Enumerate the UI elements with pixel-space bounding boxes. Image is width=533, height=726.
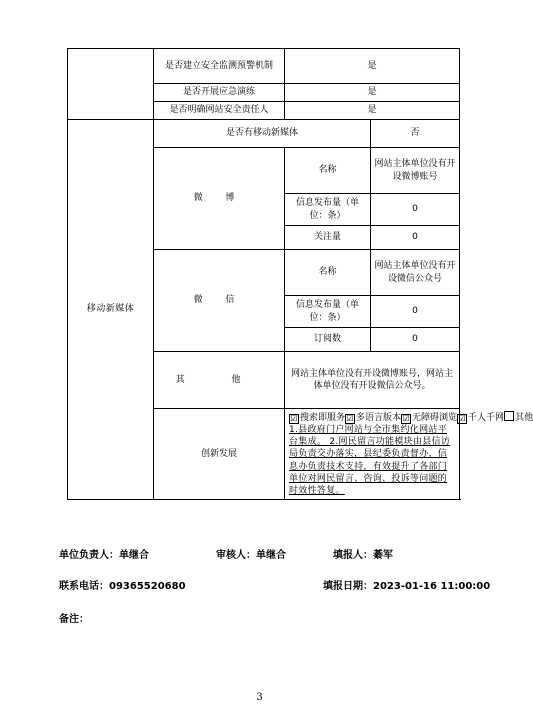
- unit-head-text: 单位负责人：单继合: [59, 550, 149, 561]
- option-accessibility: ☑ 无障碍浏览: [402, 413, 458, 423]
- has-mobile-label-cell: 是否有移动新媒体: [154, 120, 371, 148]
- innovation-label-cell: 创新发展: [154, 409, 285, 500]
- reviewer-text: 审核人：单继合: [216, 550, 286, 561]
- option-multilingual: ☑ 多语言版本: [346, 413, 402, 423]
- wechat-posts-label-cell: 信息发布量（单位：条）: [285, 296, 371, 328]
- option-search-service: ☑ 搜索即服务: [290, 413, 346, 423]
- wechat-label-cell: 微 信: [154, 250, 285, 352]
- warning-label-cell: 是否建立安全监测预警机制: [154, 49, 285, 84]
- wechat-name-label-cell: 名称: [285, 250, 371, 296]
- warning-value-cell: 是: [285, 49, 460, 84]
- innovation-content-cell: [285, 409, 533, 500]
- checkbox-checked-icon: ☑: [290, 414, 298, 423]
- remark-text: 备注：: [59, 614, 89, 625]
- other-value-cell: 网站主体单位没有开设微博账号，网站主体单位没有开设微信公众号。: [285, 352, 460, 409]
- page-number: 3: [256, 692, 263, 703]
- has-mobile-value-cell: 否: [371, 120, 460, 148]
- responsible-value-cell: 是: [285, 102, 460, 120]
- weibo-name-label-cell: 名称: [285, 148, 371, 194]
- table-row: [68, 120, 460, 148]
- fill-date-text: 填报日期：2023-01-16 11:00:00: [323, 581, 491, 592]
- wechat-subs-label-cell: 订阅数: [285, 328, 371, 352]
- checkbox-checked-icon: ☑: [402, 414, 410, 423]
- checkbox-checked-icon: ☑: [458, 414, 466, 423]
- weibo-label-cell: 微 博: [154, 148, 285, 250]
- weibo-followers-value-cell: 0: [371, 226, 460, 250]
- option-other: 其他: [504, 413, 533, 423]
- wechat-name-value-cell: 网站主体单位没有开设微信公众号: [371, 250, 460, 296]
- innovation-description: 1.县政府门户网站与全市集约化网站平台集成。 2.网民留言功能模块由县信访局负责交办落实，县纪委负责督办，信息办负责技术支持，有效提升了各部门单位对网民留言、咨询、投诉等问题的时效性答复。: [289, 425, 451, 496]
- weibo-followers-label-cell: 关注量: [285, 226, 371, 250]
- responsible-label-cell: 是否明确网站安全责任人: [154, 102, 285, 120]
- phone-text: 联系电话：09365520680: [59, 581, 186, 592]
- checkbox-unchecked-icon: [504, 411, 514, 421]
- drill-label-cell: 是否开展应急演练: [154, 84, 285, 102]
- website-report-table: [67, 48, 533, 500]
- weibo-posts-value-cell: 0: [371, 194, 460, 226]
- drill-value-cell: 是: [285, 84, 460, 102]
- weibo-name-value-cell: 网站主体单位没有开设微博账号: [371, 148, 460, 194]
- filler-text: 填报人：綦军: [333, 550, 393, 561]
- wechat-subs-value-cell: 0: [371, 328, 460, 352]
- table-row: [68, 49, 460, 84]
- weibo-posts-label-cell: 信息发布量（单位：条）: [285, 194, 371, 226]
- wechat-posts-value-cell: 0: [371, 296, 460, 328]
- blank-cell: [68, 49, 154, 120]
- other-label-cell: 其 他: [154, 352, 285, 409]
- innovation-checkboxes: [289, 411, 533, 424]
- option-personalized: ☑ 千人千网: [458, 413, 505, 423]
- mobile-media-section-label: 移动新媒体: [68, 120, 154, 500]
- checkbox-checked-icon: ☑: [346, 414, 354, 423]
